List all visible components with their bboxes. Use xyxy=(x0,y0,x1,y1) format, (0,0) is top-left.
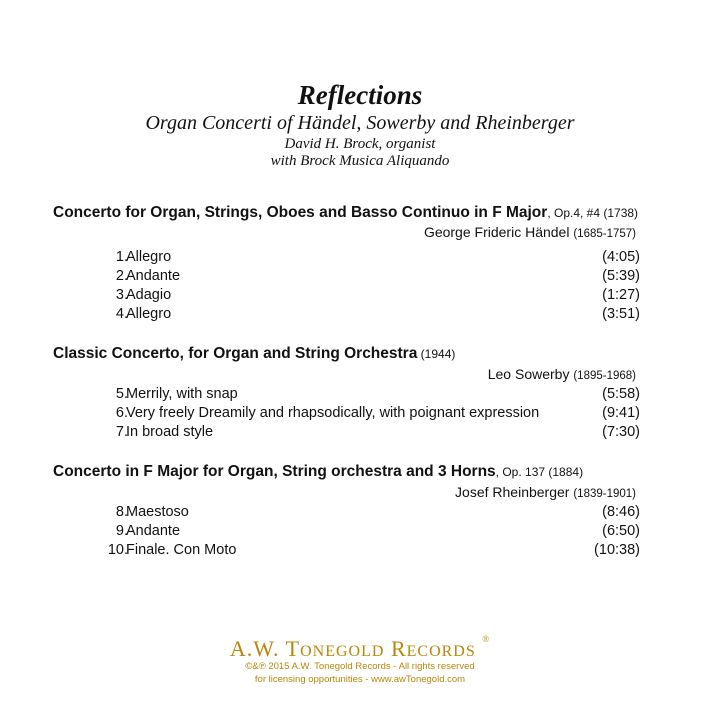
track-number: 9. xyxy=(115,523,128,539)
track-number: 4. xyxy=(115,306,128,322)
track-name: Allegro xyxy=(126,306,172,322)
track-duration: (5:58) xyxy=(602,386,640,402)
work-title-1 xyxy=(53,204,638,222)
track-row xyxy=(100,523,640,543)
album-title: Reflections xyxy=(297,80,423,110)
track-number: 6. xyxy=(115,405,128,421)
track-name: Merrily, with snap xyxy=(126,386,238,402)
track-name: Very freely Dreamily and rhapsodically, with poignant expression xyxy=(126,405,540,421)
track-name: Allegro xyxy=(126,249,172,265)
work-opus: , Op.4, #4 (1738) xyxy=(547,206,639,220)
label-logo xyxy=(0,636,720,662)
track-name: Maestoso xyxy=(126,504,189,520)
logo-records: ECORDS xyxy=(406,643,476,660)
track-row xyxy=(100,306,640,326)
track-row xyxy=(100,542,640,562)
track-name: Andante xyxy=(126,523,181,539)
performer: David H. Brock, organist xyxy=(284,136,436,152)
composer-dates: (1685-1757) xyxy=(573,228,636,240)
work-opus: (1944) xyxy=(417,347,456,361)
work-title-text: Classic Concerto, for Organ and String Orchestra xyxy=(53,345,418,362)
composer-dates: (1895-1968) xyxy=(573,370,636,382)
composer-3 xyxy=(455,484,636,500)
ensemble: with Brock Musica Aliquando xyxy=(270,153,450,169)
track-name: In broad style xyxy=(126,424,214,440)
track-number: 5. xyxy=(115,386,128,402)
track-row xyxy=(100,287,640,307)
work-title-text: Concerto for Organ, Strings, Oboes and Basso Continuo in F Major xyxy=(53,204,548,221)
track-row xyxy=(100,268,640,288)
work-opus: , Op. 137 (1884) xyxy=(495,465,584,479)
track-number: 1. xyxy=(115,249,128,265)
work-title-text: Concerto in F Major for Organ, String orchestra and 3 Horns xyxy=(53,463,496,480)
composer-2 xyxy=(488,366,636,382)
track-duration: (1:27) xyxy=(602,287,640,303)
logo-tonegold: ONEGOLD xyxy=(300,643,385,660)
track-duration: (5:39) xyxy=(602,268,640,284)
track-number: 7. xyxy=(115,424,128,440)
track-number: 2. xyxy=(115,268,128,284)
track-duration: (8:46) xyxy=(602,504,640,520)
track-row xyxy=(100,405,640,425)
track-name: Andante xyxy=(126,268,181,284)
work-title-2 xyxy=(53,345,455,363)
copyright-line: ©&℗ 2015 A.W. Tonegold Records - All rights reserved xyxy=(245,661,475,672)
track-duration: (4:05) xyxy=(602,249,640,265)
track-name: Adagio xyxy=(126,287,172,303)
logo-t: T xyxy=(285,636,301,661)
licensing-link[interactable]: for licensing opportunities - www.awTonegold.com xyxy=(254,674,466,685)
track-row xyxy=(100,424,640,444)
track-number: 10. xyxy=(107,542,128,558)
track-number: 8. xyxy=(115,504,128,520)
track-duration: (7:30) xyxy=(602,424,640,440)
composer-dates: (1839-1901) xyxy=(573,488,636,500)
work-title-3 xyxy=(53,463,583,481)
track-row xyxy=(100,386,640,406)
logo-aw: A.W. xyxy=(229,636,280,661)
logo-r: R xyxy=(390,636,407,661)
track-duration: (6:50) xyxy=(602,523,640,539)
composer-name: Leo Sowerby xyxy=(487,366,570,382)
track-number: 3. xyxy=(115,287,128,303)
track-duration: (3:51) xyxy=(602,306,640,322)
registered-mark: ® xyxy=(482,634,491,644)
composer-name: Josef Rheinberger xyxy=(455,484,570,500)
track-name: Finale. Con Moto xyxy=(126,542,237,558)
composer-1 xyxy=(424,224,636,240)
album-subtitle: Organ Concerti of Händel, Sowerby and Rheinberger xyxy=(145,112,575,134)
track-row xyxy=(100,249,640,269)
composer-name: George Frideric Händel xyxy=(423,224,570,240)
track-duration: (9:41) xyxy=(602,405,640,421)
track-duration: (10:38) xyxy=(594,542,640,558)
track-row xyxy=(100,504,640,524)
